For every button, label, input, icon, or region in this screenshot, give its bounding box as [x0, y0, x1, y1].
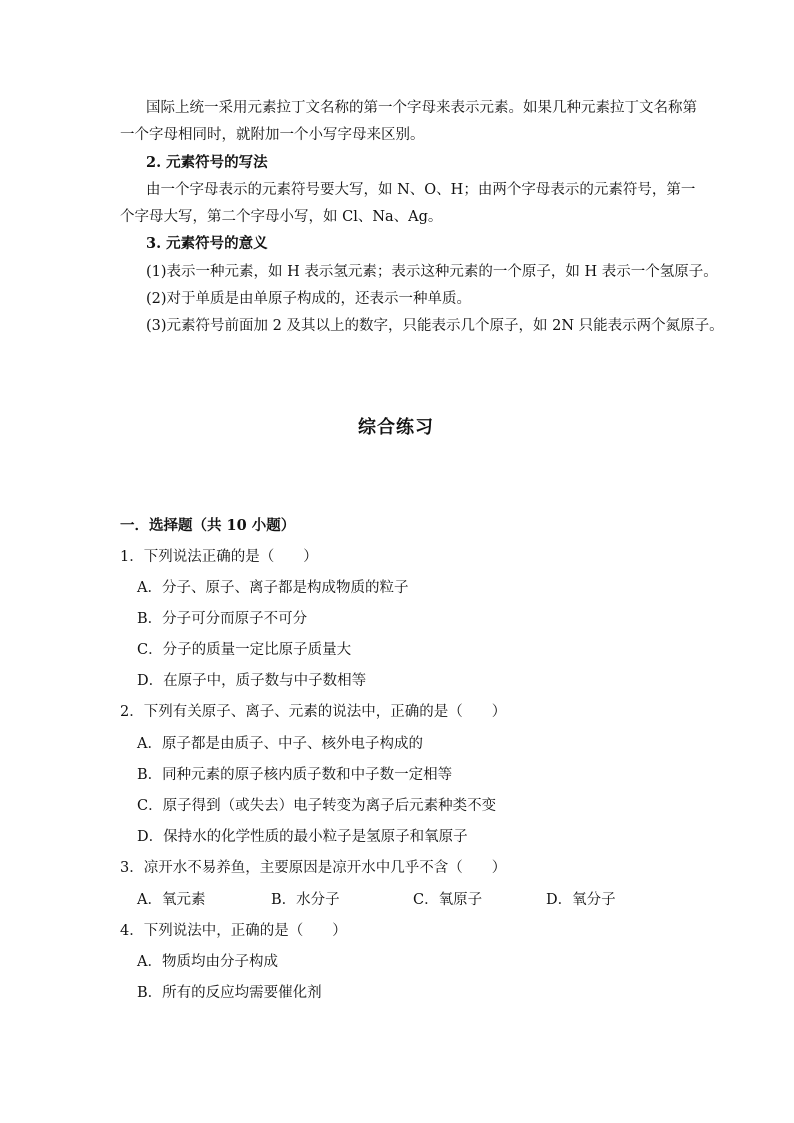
question-option: C．氧原子: [413, 892, 483, 908]
section-2-line-2: 个字母大写，第二个字母小写，如 Cl、Na、Ag。: [120, 209, 443, 225]
question-option: D．氧分子: [546, 892, 616, 908]
question-stem: 3．凉开水不易养鱼，主要原因是凉开水中几乎不含（ ）: [120, 860, 507, 876]
question-option: D．保持水的化学性质的最小粒子是氢原子和氧原子: [137, 829, 468, 845]
question-option: C．分子的质量一定比原子质量大: [137, 642, 352, 658]
question-option: B．同种元素的原子核内质子数和中子数一定相等: [137, 767, 453, 783]
question-stem: 4．下列说法中，正确的是（ ）: [120, 923, 347, 939]
question-option: B．分子可分而原子不可分: [137, 611, 308, 627]
section-3-item: (1)表示一种元素，如 H 表示氢元素；表示这种元素的一个原子，如 H 表示一个氢原子。: [146, 264, 718, 280]
section-2-heading: 2. 元素符号的写法: [146, 154, 268, 171]
exercise-title: 综合练习: [358, 417, 434, 438]
intro-line-2: 一个字母相同时，就附加一个小写字母来区别。: [120, 127, 425, 143]
question-option: A．原子都是由质子、中子、核外电子构成的: [137, 736, 423, 752]
question-option: D．在原子中，质子数与中子数相等: [137, 673, 367, 689]
question-option: A．物质均由分子构成: [137, 954, 278, 970]
question-option: A．氧元素: [137, 892, 206, 908]
question-option: B．所有的反应均需要催化剂: [137, 985, 322, 1001]
question-stem: 2．下列有关原子、离子、元素的说法中，正确的是（ ）: [120, 704, 507, 720]
intro-line-1: 国际上统一采用元素拉丁文名称的第一个字母来表示元素。如果几种元素拉丁文名称第: [146, 100, 697, 116]
question-stem: 1．下列说法正确的是（ ）: [120, 549, 318, 565]
question-section-heading: 一．选择题（共 10 小题）: [120, 517, 296, 534]
section-3-heading: 3. 元素符号的意义: [146, 235, 268, 252]
section-2-line-1: 由一个字母表示的元素符号要大写，如 N、O、H；由两个字母表示的元素符号，第一: [146, 182, 696, 198]
question-option: C．原子得到（或失去）电子转变为离子后元素种类不变: [137, 798, 497, 814]
question-option: B．水分子: [271, 892, 340, 908]
section-3-item: (2)对于单质是由单原子构成的，还表示一种单质。: [146, 291, 472, 307]
section-3-item: (3)元素符号前面加 2 及其以上的数字，只能表示几个原子，如 2N 只能表示两个氮原子。: [146, 318, 724, 334]
question-option: A．分子、原子、离子都是构成物质的粒子: [137, 580, 409, 596]
